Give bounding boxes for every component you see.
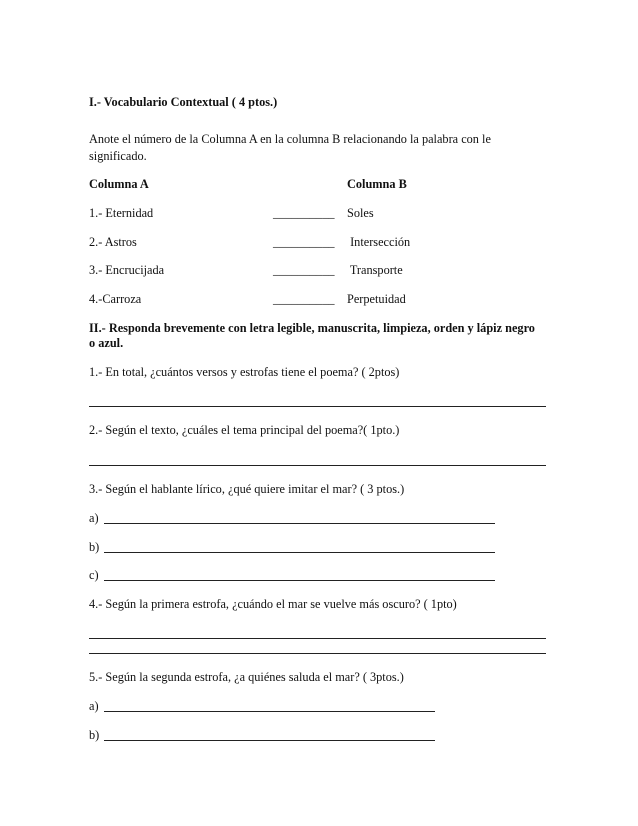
answer-line-q5-a[interactable]	[104, 711, 435, 712]
answer-line-q5-b[interactable]	[104, 740, 435, 741]
column-b-header: Columna B	[347, 177, 407, 191]
option-label-c: c)	[89, 568, 99, 582]
column-b-item-2: Intersección	[347, 235, 411, 249]
column-b-item-4: Perpetuidad	[347, 292, 406, 306]
instructions-line2: significado.	[89, 149, 147, 163]
section1-title: I.- Vocabulario Contextual ( 4 ptos.)	[89, 95, 278, 109]
question-1: 1.- En total, ¿cuántos versos y estrofas tiene el poema? ( 2ptos)	[89, 365, 400, 379]
column-b-item-1: Soles	[347, 206, 374, 220]
option-label-a: a)	[89, 699, 99, 713]
match-blank-1[interactable]: __________	[273, 206, 335, 220]
option-label-b: b)	[89, 540, 100, 554]
answer-line-q3-b[interactable]	[104, 552, 495, 553]
column-b-item-3: Transporte	[347, 263, 403, 277]
question-4: 4.- Según la primera estrofa, ¿cuándo el mar se vuelve más oscuro? ( 1pto)	[89, 597, 457, 611]
column-a-header: Columna A	[89, 177, 149, 191]
question-3: 3.- Según el hablante lírico, ¿qué quiere imitar el mar? ( 3 ptos.)	[89, 482, 405, 496]
answer-line-q2[interactable]	[89, 465, 546, 466]
option-label-b: b)	[89, 728, 100, 742]
match-blank-3[interactable]: __________	[273, 263, 335, 277]
column-a-item-2: 2.- Astros	[89, 235, 137, 249]
match-blank-4[interactable]: __________	[273, 292, 335, 306]
match-blank-2[interactable]: __________	[273, 235, 335, 249]
section2-title-line2: o azul.	[89, 336, 124, 350]
column-a-item-3: 3.- Encrucijada	[89, 263, 165, 277]
question-2: 2.- Según el texto, ¿cuáles el tema principal del poema?( 1pto.)	[89, 423, 400, 437]
answer-line-q4-2[interactable]	[89, 653, 546, 654]
answer-line-q4-1[interactable]	[89, 638, 546, 639]
question-5: 5.- Según la segunda estrofa, ¿a quiénes saluda el mar? ( 3ptos.)	[89, 670, 404, 684]
instructions-line1: Anote el número de la Columna A en la columna B relacionando la palabra con le	[89, 132, 491, 146]
option-label-a: a)	[89, 511, 99, 525]
section2-title-line1: II.- Responda brevemente con letra legible, manuscrita, limpieza, orden y lápiz negro	[89, 321, 535, 335]
column-a-item-1: 1.- Eternidad	[89, 206, 154, 220]
answer-line-q3-c[interactable]	[104, 580, 495, 581]
answer-line-q1[interactable]	[89, 406, 546, 407]
answer-line-q3-a[interactable]	[104, 523, 495, 524]
column-a-item-4: 4.-Carroza	[89, 292, 142, 306]
